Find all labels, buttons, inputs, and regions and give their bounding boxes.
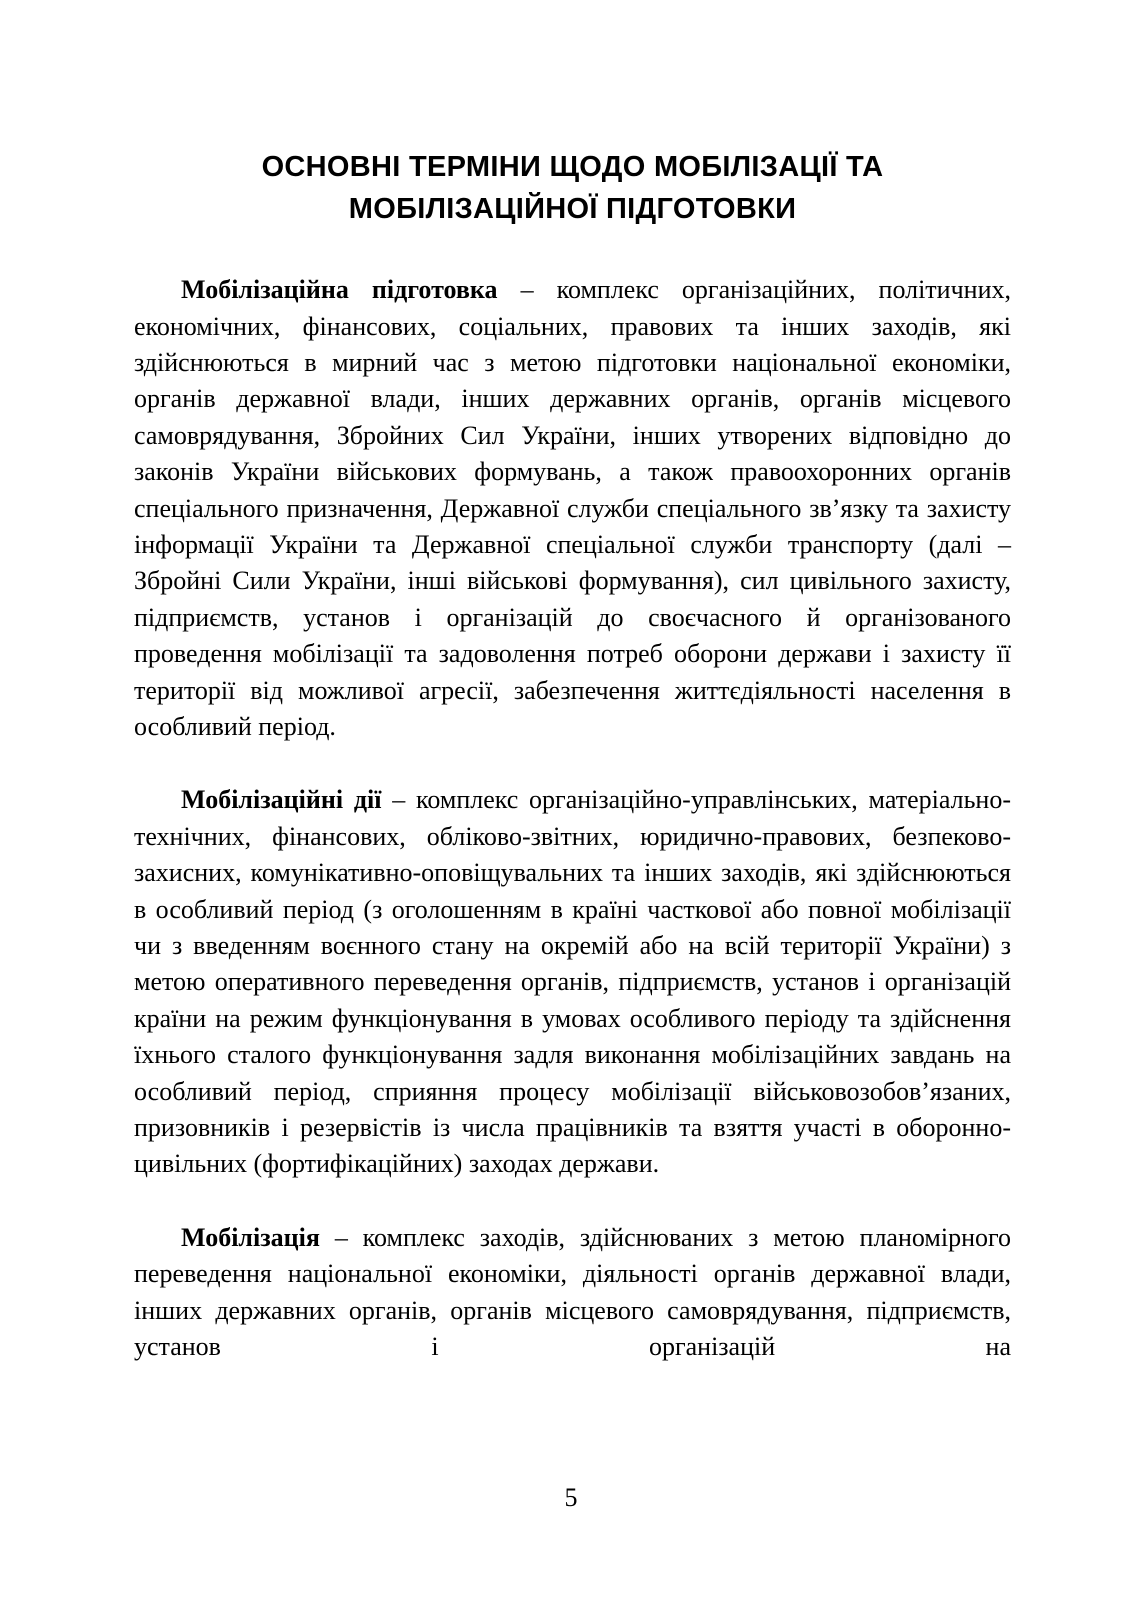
definition-mobilizatsiini-dii: – комплекс організаційно-управлінських, матеріально-технічних, фінансових, обліково-звітних, юридично-правових, безпеково-захисних, комунікативно-оповіщувальних та інших заходів, які здійснюються в особливий період (з оголошенням в країні часткової або повної мобілізації чи з введенням воєнного стану на окремій або на всій території України) з метою оперативного переведення органів, підприємств, установ і організацій країни на режим функціонування в умовах особливого періоду та здійснення їхнього сталого функціонування задля виконання мобілізаційних завдань на особливий період, сприяння процесу мобілізації військовозобов’язаних, призовників і резервістів із числа працівників та взяття участі в оборонно-цивільних (фортифікаційних) заходах держави. [134, 785, 1012, 1179]
definition-mobilizatsiina-pidhotovka: – комплекс організаційних, політичних, економічних, фінансових, соціальних, правових та інших заходів, які здійснюються в мирний час з метою підготовки національної економіки, органів державної влади, інших державних органів, органів місцевого самоврядування, Збройних Сил України, інших утворених відповідно до законів України військових формувань, а також правоохоронних органів спеціального призначення, Державної служби спеціального зв’язку та захисту інформації України та Державної спеціальної служби транспорту (далі – Збройні Сили України, інші військові формування), сил цивільного захисту, підприємств, установ і організацій до своєчасного й організованого проведення мобілізації та задоволення потреб оборони держави і захисту її території від можливої агресії, забезпечення життєдіяльності населення в особливий період. [134, 275, 1011, 741]
page-title [134, 146, 1011, 230]
term-mobilizatsiini-dii: Мобілізаційні дії [181, 785, 382, 815]
term-mobilizatsiina-pidhotovka: Мобілізаційна підготовка [181, 275, 498, 305]
term-mobilizatsiia: Мобілізація [181, 1222, 320, 1252]
paragraph-mobilizatsiina-pidhotovka [134, 272, 1011, 745]
page-title-line-1: ОСНОВНІ ТЕРМІНИ ЩОДО МОБІЛІЗАЦІЇ ТА [261, 151, 884, 183]
paragraph-mobilizatsiini-dii [134, 782, 1011, 1182]
page-number: 5 [564, 1483, 578, 1512]
definition-mobilizatsiia: – комплекс заходів, здійснюваних з метою планомірного переведення національної економіки, діяльності органів державної влади, інших державних органів, органів місцевого самоврядування, підприємств, установ і організацій на [134, 1222, 1011, 1362]
page-title-line-2: МОБІЛІЗАЦІЙНОЇ ПІДГОТОВКИ [348, 193, 797, 226]
paragraph-mobilizatsiia [134, 1220, 1011, 1366]
